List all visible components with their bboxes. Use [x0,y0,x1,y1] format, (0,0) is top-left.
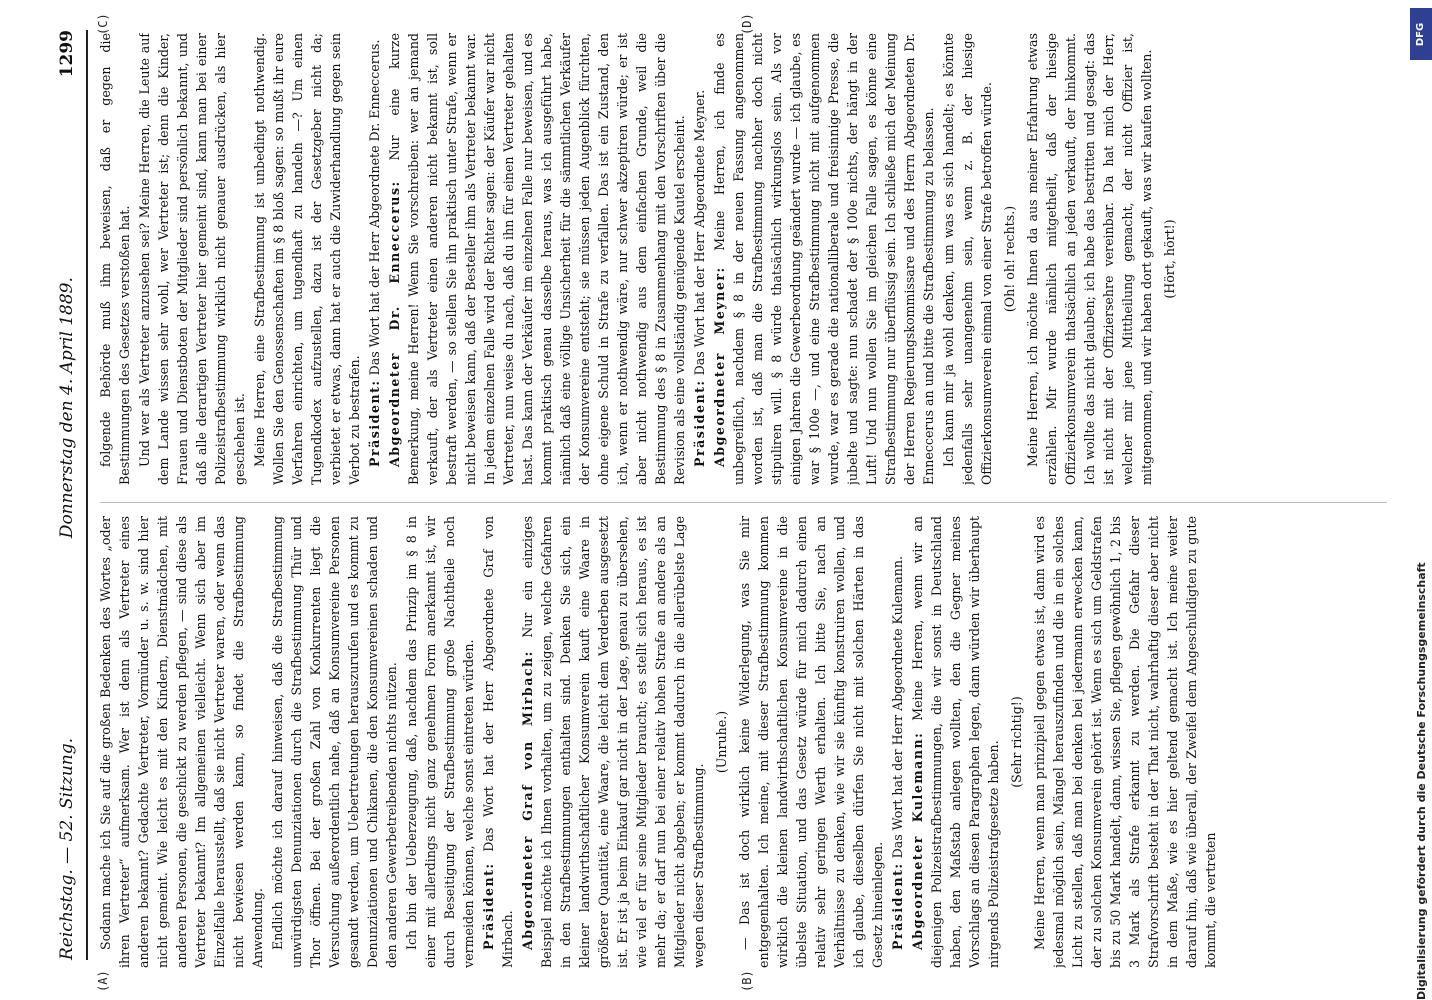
speech [710,33,938,485]
margin-marker-a: (A) [96,970,110,992]
paragraph: — Das ist doch wirklich keine Widerlegung, was Sie mir entgegenhalten. Ich meine, mit dieser Strafbestimmung kommen wirklich die kleinen landwirthschaftlichen Konsumvereine in die übelste Situation, und das Gesetz würde für mich dadurch einen relativ sehr geringen Werth erhalten. Ich bitte Sie, nach an Verhältnisse zu denken, wie wir sie künftig konstruiren wollen, und ich glaube, dieselben dürfen Sie nicht mit solchen Härten in das Gesetz hineinlegen. [737,516,885,968]
dfg-logo [1410,8,1432,60]
speech [908,516,1003,968]
paragraph: Meine Herren, wenn man prinzipiell gegen etwas ist, dann wird es jedesmal möglich sein, Mängel herauszufinden und die in ein solches Licht zu stellen, daß man bei denken bei jedermann erwecken kann, der zu solchen Konsumverein gehört ist. Wenn es sich um Geldstrafen bis zu 50 Mark handelt, dann, wissen Sie, pflegen gewöhnlich 1, 2 bis 3 Mark als Strafe erkannt zu werden. Die Gefahr dieser Strafvorschrift besteht in der That nicht, wahrhaftig dieser aber nicht in dem Maße, wie es hier geltend gemacht ist. Ich meine weiter darauf hin, daß wie überall, der Zweifel dem Angeschuldigten zu gute kommt, die vertreten [1032,516,1218,968]
speaker-name: Präsident: [890,862,905,950]
speaker-name: Abgeordneter Meyner: [712,266,727,467]
speech [385,33,689,485]
paragraph: folgende Behörde muß ihm beweisen, daß er gegen die Bestimmungen des Gesetzes verstoßen hat. [98,33,132,485]
paragraph: Endlich möchte ich darauf hinweisen, daß die Strafbestimmung unwürdigsten Denunziationen durch die Strafbestimmung Thür und Thor öffnen. Bei der großen Zahl von Konkurrenten liegt die Versuchung außerordentlich nahe, daß an Konsumvereine Personen gesandt werden, um Uebertretungen herauszurufen und es kommt zu Denunziationen und Chikanen, die den Konsumvereinen schaden und den anderen Gewerbetreibenden nichts nützen. [270,516,399,968]
margin-marker-c: (C) [96,13,110,35]
header-rule [86,30,88,960]
speech-text: Das Wort hat der Herr Abgeordnete Dr. Enneccerus. [367,39,382,376]
speaker-name: Präsident: [692,379,707,467]
margin-marker-d: (D) [740,13,754,35]
paragraph: Meine Herren, ich möchte Ihnen da aus meiner Erfahrung etwas erzählen. Mir wurde nämlich mitgetheilt, daß der hiesige Offizierkonsumverein thatsächlich an jeden verkauft, der hinkommt. Ich wollte das nicht glauben; ich habe das bestritten und gesagt: das ist nicht mit der Offiziersehre vereinbar. Da hat mich der Herr, welcher mir jene Mittheilung gemacht, der nicht Offizier ist, mitgenommen, und wir haben dort gekauft, was wir kaufen wollten. [1025,33,1154,485]
speech [518,516,708,968]
paragraph: Ich kann mir ja wohl denken, um was es sich handelt; es könnte jedenfalls sehr unangenehm sein, wenn z. B. der hiesige Offizierkonsumverein einmal von einer Strafe betroffen würde. [941,33,994,485]
speech [888,516,907,968]
reaction: (Sehr richtig!) [1009,696,1024,788]
paragraph: Meine Herren, eine Strafbestimmung ist unbedingt nothwendig. Wollen Sie den Genossenschaften im § 8 bloß sagen: so mußt ihr eure Verfahren einrichten, um tugendhaft zu handeln —? Um einen Tugendkodex aufzustellen, dazu ist der Gesetzgeber nicht da; verbietet er etwas, dann hat er auch die Zuwiderhandlung gegen sein Verbot zu bestrafen. [252,33,362,485]
speech-text: Das Wort hat der Herr Abgeordnete Kulemann. [890,556,905,859]
right-column [96,33,1392,485]
reaction: (Unruhe.) [714,710,729,774]
column-divider [100,502,1387,503]
paragraph: Und wer als Vertreter anzusehen sei? Meine Herren, die Leute auf dem Lande wissen sehr wohl, wer Vertreter ist; denn die Kinder, Frauen und Dienstboten der Mitglieder sind persönlich bekannt, und daß alle derartigen Vertreter hier gemeint sind, kann man bei einer Polizeistrafbestimmung wirklich nicht genauer ausdrücken, als hier geschehen ist. [137,33,247,485]
margin-marker-b: (B) [740,970,754,992]
speech-text: Meine Herren, ich finde es unbegreiflich, nachdem § 8 in der neuen Fassung angenommen worden ist, daß man die Strafbestimmung nachher doch nicht stipuliren will. § 8 würde thatsächlich wirkungslos sein. Als vor einigen Jahren die Gewerbeordnung geändert wurde — ich glaube, es war § 100e —, und eine Strafbestimmung nicht mit aufgenommen wurde, war es gerade die nationalliberale und freisinnige Presse, die jubelte und sagte: nun schadet der § 100e nichts, der hängt in der Luft! Und nun wollen Sie im gleichen Falle sagen, es könne eine Strafbestimmung nur überflüssig sein. Ich schließe mich der Meinung der Herren Regierungskommissare und des Herrn Abgeordneten Dr. Enneccerus an und bitte die Strafbestimmung zu belassen. [712,33,936,485]
speaker-name: Präsident: [367,379,382,467]
speech [365,33,384,485]
paragraph: Sodann mache ich Sie auf die großen Bedenken des Wortes „oder ihren Vertreter“ aufmerksam. Wer ist denn als Vertreter eines anderen bekannt? Gedachte Vertreter, Vormünder u. s. w. sind hier nicht gemeint. Wie leicht es mit den Kindern, Dienstmädchen, mit anderen Personen, die geschickt zu werden pflegen, — sind diese als Vertreter bekannt? Im allgemeinen vielleicht. Wenn sich aber im Einzelfalle herausstellt, daß sie nicht Vertreter waren, oder wenn das nicht bewiesen werden kann, so findet die Strafbestimmung Anwendung. [98,516,265,968]
dfg-logo-text: DFG [1415,22,1427,46]
header-date: Donnerstag den 4. April 1889. [57,277,77,539]
reaction: (Hört, hört!) [1162,219,1177,299]
paragraph: Ich bin der Ueberzeugung, daß, nachdem das Prinzip im § 8 in einer mit allerdings nicht ganz genehmen Form anerkannt ist, wir durch Beseitigung der Strafbestimmung große Nachtheile noch vermeiden können, welche sonst eintreten würden. [404,516,476,968]
left-column [96,516,1392,968]
speaker-name: Präsident: [481,862,496,950]
reaction: (Oh! oh! rechts.) [1002,205,1017,313]
speech-text: Meine Herren, wenn wir an diejenigen Polizeistrafbestimmungen, die wir sonst in Deutschland haben, den Maßstab anlegen wollten, den die Gegner meines Vorschlags an diesen Paragraphen legen, dann würden wir überhaupt nirgends Polizeistrafgesetze haben. [910,516,1001,968]
digitization-credit: Digitalisierung gefördert durch die Deutsche Forschungsgemeinschaft [1415,562,1428,1000]
speaker-name: Abgeordneter Graf von Mirbach: [520,650,535,950]
speech-text: Das Wort hat der Herr Abgeordnete Meyner. [692,89,707,376]
speaker-name: Abgeordneter Dr. Enneccerus: [387,180,402,467]
speech [479,516,517,968]
header-session: Reichstag. — 52. Sitzung. [57,737,77,960]
speech-text: Nur ein einziges Beispiel möchte ich Ihnen vorhalten, um zu zeigen, welche Gefahren in den Strafbestimmungen enthalten sind. Denken Sie sich, ein kleiner landwirthschaftlicher Konsumverein kauft eine Waare in größerer Quantität, eine Waare, die leicht dem Verderben ausgesetzt ist. Er ist ja beim Einkauf gar nicht in der Lage, genau zu übersehen, wie viel er für seine Mitglieder braucht; es stellt sich heraus, es ist mehr da; er darf nun bei einer relativ hohen Strafe an andere als an Mitglieder nicht abgeben; er kommt dadurch in die allerübelste Lage wegen dieser Strafbestimmung. [520,516,706,968]
speech-text: Das Wort hat der Herr Abgeordnete Graf von Mirbach. [481,516,515,968]
speaker-name: Abgeordneter Kulemann: [910,731,925,950]
speech-text: Nur eine kurze Bemerkung, meine Herren! Wenn Sie vorschreiben: wer an jemand verkauft, der als Vertreter einen anderen nicht bekannt ist, soll bestraft werden, — so stellen Sie ihn praktisch unter Strafe, wenn er nicht beweisen kann, daß der Besteller ihm als Vertreter bekannt war. In jedem einzelnen Falle wird der Richter sagen: der Käufer war nicht Vertreter, nun weise du nach, daß du ihn für einen Vertreter gehalten hast. Das kann der Verkäufer im einzelnen Falle nur beweisen, und es kommt praktisch genau dasselbe heraus, was ich ausgeführt habe, nämlich daß eine völlige Unsicherheit für die sämmtlichen Verkäufer der Konsumvereine entsteht; sie müssen jeden Augenblick fürchten, ohne eigene Schuld in Strafe zu verfallen. Das ist ein Zustand, den ich, wenn er nothwendig wäre, nur schwer akzeptiren würde; er ist aber nicht nothwendig aus dem einfachen Grunde, weil die Bestimmung des § 8 in Zusammenhang mit den Vorschriften über die Revision als eine vollständig genügende Kautel erscheint. [387,33,687,485]
speech [690,33,709,485]
page-header [50,30,84,960]
page-number: 1299 [57,30,77,78]
